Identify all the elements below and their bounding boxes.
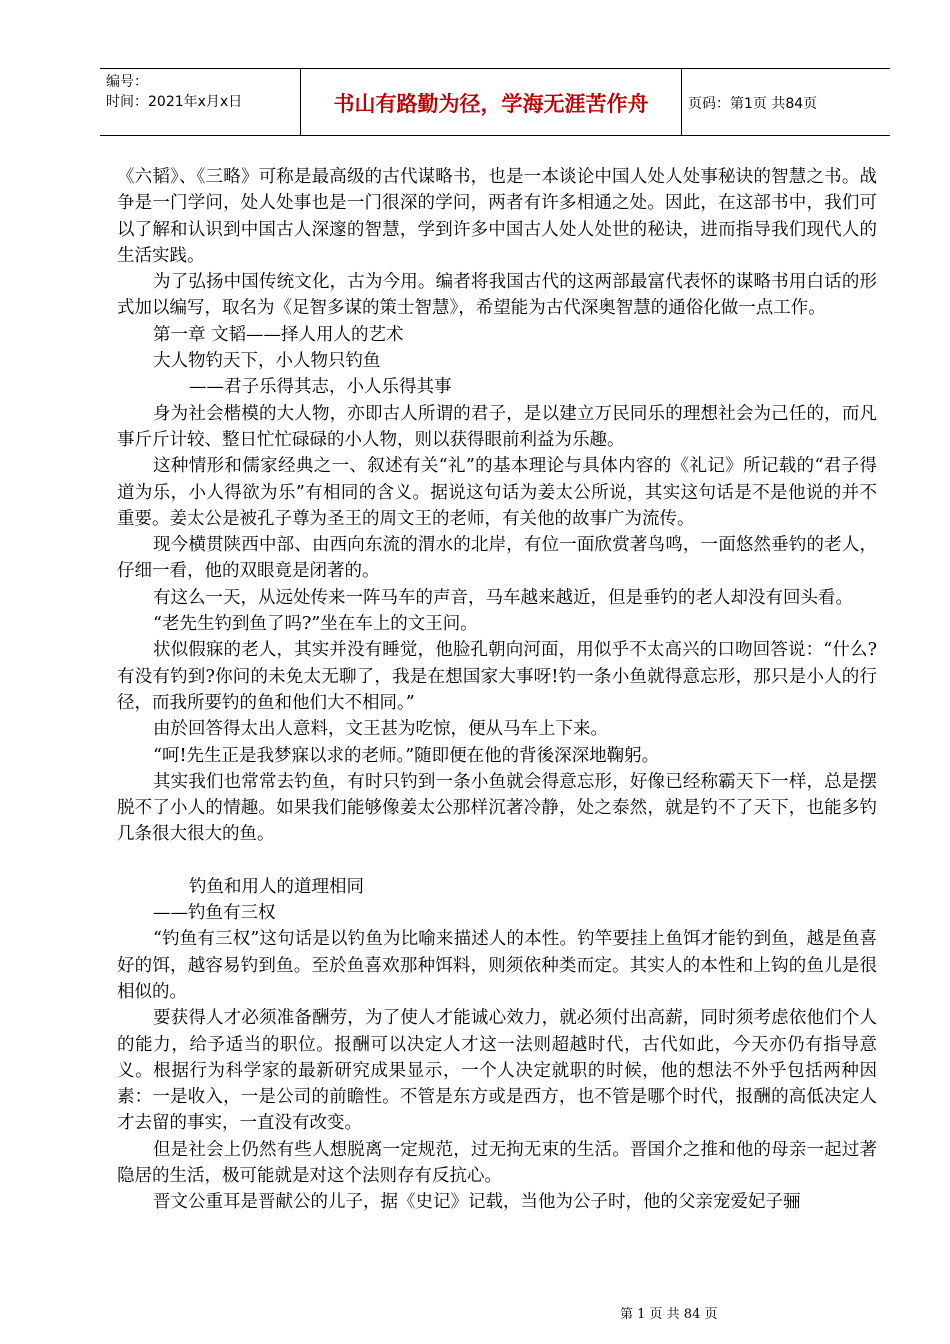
section-subheading: ——君子乐得其志，小人乐得其事 (189, 377, 452, 398)
body-paragraph: 由於回答得太出人意料，文王甚为吃惊，便从马车上下来。 (153, 719, 608, 740)
body-paragraph: 有这么一天，从远处传来一阵马车的声音，马车越来越近，但是垂钓的老人却没有回头看。 (153, 587, 853, 608)
body-paragraph: 状似假寐的老人，其实并没有睡觉，他脸孔朝向河面，用似乎不太高兴的口吻回答说：“什么?有没有钓到?你问的未免太无聊了，我是在想国家大事呀!钓一条小鱼就得意忘形，那只是小人的行径，而我所要钓的鱼和他们大不相同。” (117, 640, 877, 713)
document-number-label: 编号： (106, 74, 148, 90)
header-page-code: 页码：第1页 共84页 (688, 96, 818, 112)
document-body (117, 164, 877, 1216)
chapter-heading: 第一章 文韬——择人用人的艺术 (153, 324, 404, 345)
header-page-cell (682, 69, 890, 135)
section-heading: 大人物钓天下，小人物只钓鱼 (153, 351, 381, 372)
header-motto-cell (301, 69, 682, 135)
body-paragraph: 其实我们也常常去钓鱼，有时只钓到一条小鱼就会得意忘形，好像已经称霸天下一样，总是摆脱不了小人的情趣。如果我们能够像姜太公那样沉著冷静，处之泰然，就是钓不了天下，也能多钓几条很大很大的鱼。 (117, 771, 877, 845)
document-time-label: 时间：2021年x月x日 (106, 94, 243, 110)
body-paragraph: 现今横贯陕西中部、由西向东流的渭水的北岸，有位一面欣赏著鸟鸣，一面悠然垂钓的老人，仔细一看，他的双眼竟是闭著的。 (117, 535, 877, 582)
body-paragraph: 晋文公重耳是晋献公的儿子，据《史记》记载，当他为公子时，他的父亲宠爱妃子骊 (153, 1192, 801, 1213)
body-paragraph: 这种情形和儒家经典之一、叙述有关“礼”的基本理论与具体内容的《礼记》所记载的“君子得道为乐，小人得欲为乐”有相同的含义。据说这句话为姜太公所说，其实这句话是不是他说的并不重要。姜太公是被孔子尊为圣王的周文王的老师，有关他的故事广为流传。 (117, 456, 877, 529)
page-header (100, 68, 890, 136)
section-heading: 钓鱼和用人的道理相同 (189, 876, 364, 897)
body-paragraph: 但是社会上仍然有些人想脱离一定规范，过无拘无束的生活。晋国介之推和他的母亲一起过著隐居的生活，极可能就是对这个法则存有反抗心。 (117, 1139, 877, 1186)
body-paragraph: “呵!先生正是我梦寐以求的老师。”随即便在他的背後深深地鞠躬。 (153, 745, 660, 766)
paragraph-gap (117, 848, 877, 874)
header-motto: 书山有路勤为径，学海无涯苦作舟 (333, 92, 649, 116)
section-subheading: ——钓鱼有三权 (153, 903, 276, 924)
body-paragraph: 为了弘扬中国传统文化，古为今用。编者将我国古代的这两部最富代表怀的谋略书用白话的形式加以编写，取名为《足智多谋的策士智慧》，希望能为古代深奥智慧的通俗化做一点工作。 (117, 272, 877, 319)
page-footer: 第 1 页 共 84 页 (620, 1307, 718, 1322)
body-paragraph: 身为社会楷模的大人物，亦即古人所谓的君子，是以建立万民同乐的理想社会为己任的，而凡事斤斤计较、整日忙忙碌碌的小人物，则以获得眼前利益为乐趣。 (117, 403, 877, 450)
body-paragraph: “老先生钓到鱼了吗?”坐在车上的文王问。 (153, 614, 478, 635)
body-paragraph: “钓鱼有三权”这句话是以钓鱼为比喻来描述人的本性。钓竿要挂上鱼饵才能钓到鱼，越是鱼喜好的饵，越容易钓到鱼。至於鱼喜欢那种饵料，则须依种类而定。其实人的本性和上钩的鱼儿是很相似的。 (117, 929, 877, 1002)
body-paragraph: 要获得人才必须准备酬劳，为了使人才能诚心效力，就必须付出高薪，同时须考虑依他们个人的能力，给予适当的职位。报酬可以决定人才这一法则超越时代，古代如此，今天亦仍有指导意义。根据行为科学家的最新研究成果显示，一个人决定就职的时候，他的想法不外乎包括两种因素：一是收入，一是公司的前瞻性。不管是东方或是西方，也不管是哪个时代，报酬的高低决定人才去留的事实，一直没有改变。 (117, 1008, 877, 1134)
header-info-cell (100, 69, 301, 135)
body-paragraph: 《六韬》、《三略》可称是最高级的古代谋略书，也是一本谈论中国人处人处事秘诀的智慧之书。战争是一门学问，处人处事也是一门很深的学问，两者有许多相通之处。因此，在这部书中，我们可以了解和认识到中国古人深邃的智慧，学到许多中国古人处人处世的秘诀，进而指导我们现代人的生活实践。 (117, 167, 877, 266)
